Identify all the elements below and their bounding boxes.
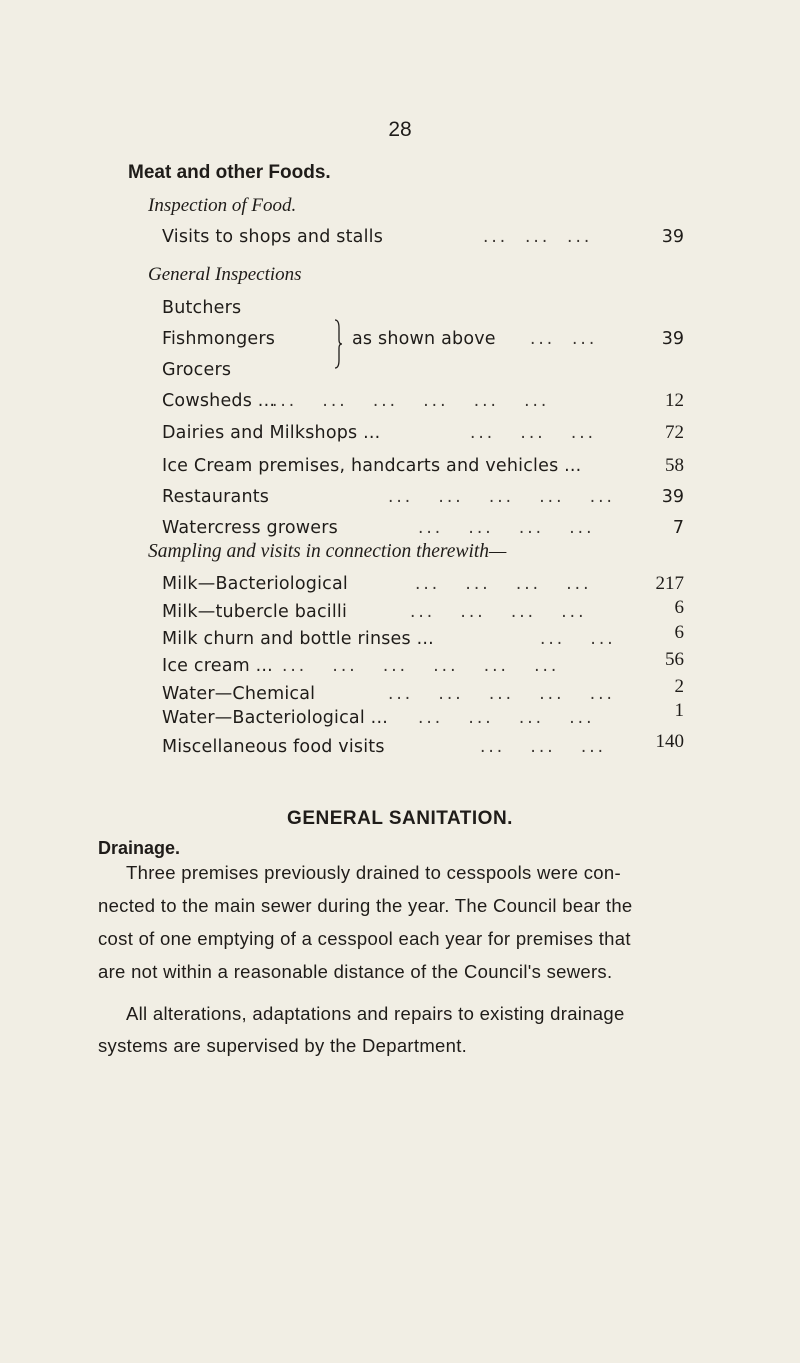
inspection-item-value: 39 (661, 487, 684, 507)
leader-dots: ... ... ... ... (418, 708, 595, 728)
sampling-item-label: Miscellaneous food visits (162, 737, 385, 757)
inspection-item-label: Dairies and Milkshops ... (162, 423, 381, 443)
section-heading: Meat and other Foods. (128, 162, 331, 183)
leader-dots: ... ... ... (483, 227, 593, 247)
inspection-item-value: 7 (672, 518, 684, 538)
sampling-item-value: 2 (674, 676, 684, 697)
leader-dots: ... ... ... ... ... (388, 684, 615, 704)
sampling-item-value: 1 (674, 700, 684, 721)
inspection-item-label: Cowsheds ... (162, 391, 276, 411)
inspection-item-value: 72 (665, 422, 684, 443)
sampling-item-label: Milk—tubercle bacilli (162, 602, 348, 622)
grouped-item: Fishmongers (162, 329, 276, 349)
sampling-item-value: 140 (655, 731, 684, 752)
sampling-item-label: Water—Bacteriological ... (162, 708, 388, 728)
paragraph-line: Three premises previously drained to cesspools were con- (126, 862, 621, 883)
grouped-item: Grocers (162, 360, 232, 380)
sampling-item-label: Water—Chemical (162, 684, 316, 704)
leader-dots: ... ... (540, 629, 616, 649)
leader-dots: ... ... ... ... (418, 518, 595, 538)
paragraph-line: systems are supervised by the Department. (98, 1035, 468, 1056)
sampling-item-value: 217 (655, 573, 684, 594)
inspection-item-label: Watercress growers (162, 518, 338, 538)
inspection-title: Inspection of Food. (148, 195, 297, 216)
brace-icon (333, 318, 343, 370)
grouped-item: Butchers (162, 298, 242, 318)
inspection-item-label: Restaurants (162, 487, 270, 507)
inspection-item-label: Ice Cream premises, handcarts and vehicles ... (162, 456, 582, 476)
visits-label: Visits to shops and stalls (162, 227, 384, 247)
leader-dots: ... ... ... ... (410, 602, 587, 622)
sampling-item-value: 56 (665, 649, 684, 670)
general-sanitation-title: GENERAL SANITATION. (287, 808, 513, 829)
grouped-value: 39 (661, 329, 684, 349)
leader-dots: ... ... ... ... ... ... (272, 391, 550, 411)
leader-dots: ... ... (530, 329, 598, 349)
grouped-note: as shown above (352, 329, 496, 349)
sampling-item-value: 6 (674, 622, 684, 643)
paragraph-line: All alterations, adaptations and repairs to existing drainage (126, 1003, 625, 1024)
leader-dots: ... ... ... ... ... (388, 487, 615, 507)
sampling-item-label: Milk churn and bottle rinses ... (162, 629, 434, 649)
drainage-heading: Drainage. (98, 838, 181, 858)
leader-dots: ... ... ... (480, 737, 607, 757)
page-number: 28 (388, 118, 412, 141)
sampling-title: Sampling and visits in connection therewith— (148, 541, 507, 562)
leader-dots: ... ... ... (470, 423, 597, 443)
visits-value: 39 (661, 227, 684, 247)
sampling-item-label: Milk—Bacteriological (162, 574, 348, 594)
inspection-item-value: 12 (665, 390, 684, 411)
paragraph-line: cost of one emptying of a cesspool each year for premises that (98, 928, 631, 949)
paragraph-line: are not within a reasonable distance of the Council's sewers. (98, 961, 613, 982)
paragraph-line: nected to the main sewer during the year. The Council bear the (98, 895, 633, 916)
leader-dots: ... ... ... ... ... ... (282, 656, 560, 676)
sampling-item-value: 6 (674, 597, 684, 618)
leader-dots: ... ... ... ... (415, 574, 592, 594)
sampling-item-label: Ice cream ... (162, 656, 273, 676)
inspection-item-value: 58 (665, 455, 684, 476)
general-inspections-title: General Inspections (148, 264, 302, 285)
